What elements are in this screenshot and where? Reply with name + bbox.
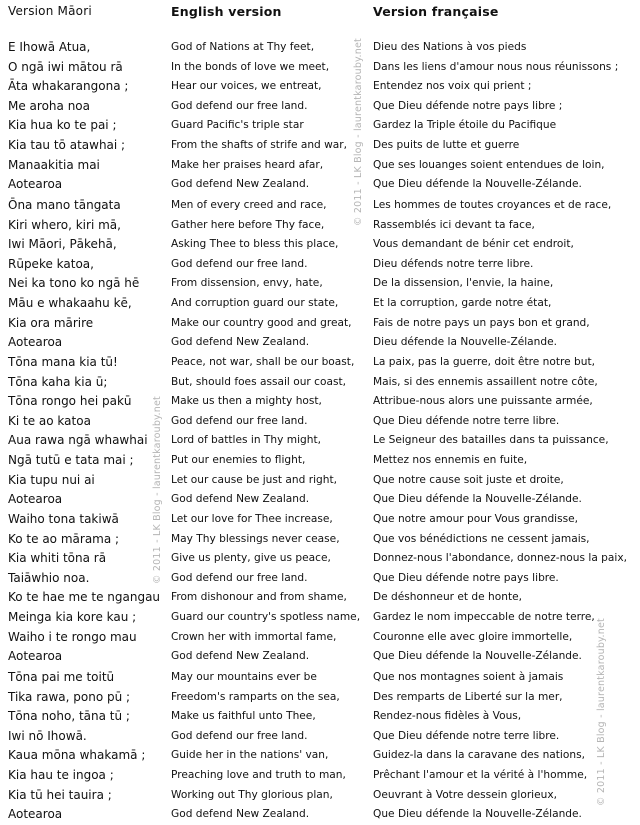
english-verse-line: God defend our free land. <box>171 571 308 584</box>
english-verse-line: Make our country good and great, <box>171 316 352 329</box>
maori-verse-line: Tōna kaha kia ū; <box>8 374 108 389</box>
french-verse-line: Des puits de lutte et guerre <box>373 138 520 151</box>
french-verse-line: Dieu des Nations à vos pieds <box>373 41 527 53</box>
maori-verse-line: Kia hau te ingoa ; <box>8 767 114 782</box>
english-verse-line: Asking Thee to bless this place, <box>171 238 339 251</box>
french-verse-line: Des remparts de Liberté sur la mer, <box>373 690 563 703</box>
french-verse-line: Couronne elle avec gloire immortelle, <box>373 630 573 643</box>
french-stanza-4 <box>373 510 627 667</box>
english-verse-line: Put our enemies to flight, <box>171 453 306 466</box>
french-verse-line: Que notre cause soit juste et droite, <box>373 473 564 486</box>
english-verse-line: Men of every creed and race, <box>171 199 327 211</box>
maori-verse-line: E Ihowā Atua, <box>8 40 91 54</box>
english-verse-line: Hear our voices, we entreat, <box>171 80 322 93</box>
maori-verse-line: Kia tū hei tauira ; <box>8 787 112 802</box>
french-verse-line: Rendez-nous fidèles à Vous, <box>373 710 522 723</box>
maori-verse-line: Aotearoa <box>8 335 63 350</box>
maori-verse-line: Aua rawa ngā whawhai <box>8 433 148 448</box>
maori-verse-line: Rūpeke katoa, <box>8 256 94 271</box>
french-verse-line: Et la corruption, garde notre état, <box>373 296 552 309</box>
english-verse-line: May Thy blessings never cease, <box>171 532 340 545</box>
maori-verse-line: Waiho i te rongo mau <box>8 629 137 644</box>
english-verse-line: God defend New Zealand. <box>171 336 310 349</box>
english-verse-line: Let our cause be just and right, <box>171 473 337 486</box>
english-verse-line: Lord of battles in Thy might, <box>171 434 321 447</box>
english-stanza-3 <box>171 353 354 510</box>
french-verse-line: Que Dieu défende la Nouvelle-Zélande. <box>373 178 582 191</box>
maori-verse-line: Tōna pai me toitū <box>8 670 115 684</box>
french-verse-line: Que notre amour pour Vous grandisse, <box>373 513 579 525</box>
maori-verse-line: Meinga kia kore kau ; <box>8 609 137 624</box>
maori-verse-line: Iwi Māori, Pākehā, <box>8 237 117 252</box>
maori-stanza-4 <box>8 510 160 667</box>
english-verse-line: Make us then a mighty host, <box>171 395 322 408</box>
french-stanza-5 <box>373 668 587 825</box>
english-stanza-4 <box>171 510 360 667</box>
maori-verse-line: Kia tupu nui ai <box>8 472 95 487</box>
french-verse-line: Que Dieu défende la Nouvelle-Zélande. <box>373 493 582 506</box>
english-stanza-5 <box>171 668 346 825</box>
french-verse-line: Que nos montagnes soient à jamais <box>373 671 564 683</box>
maori-verse-line: Aotearoa <box>8 807 63 822</box>
english-verse-line: And corruption guard our state, <box>171 296 339 309</box>
english-verse-line: God defend New Zealand. <box>171 493 310 506</box>
maori-verse-line: Tika rawa, pono pū ; <box>8 689 131 704</box>
english-verse-line: God defend New Zealand. <box>171 808 310 821</box>
french-verse-line: Entendez nos voix qui prient ; <box>373 80 532 93</box>
maori-verse-line: O ngā iwi mātou rā <box>8 59 123 74</box>
french-verse-line: Que Dieu défende la Nouvelle-Zélande. <box>373 808 582 821</box>
english-verse-line: From the shafts of strife and war, <box>171 138 348 151</box>
english-verse-line: God defend New Zealand. <box>171 650 310 663</box>
english-verse-line: God defend our free land. <box>171 414 308 427</box>
french-verse-line: Les hommes de toutes croyances et de race, <box>373 199 612 211</box>
english-verse-line: From dissension, envy, hate, <box>171 277 323 290</box>
english-verse-line: Make her praises heard afar, <box>171 158 324 171</box>
french-verse-line: Oeuvrant à Votre dessein glorieux, <box>373 788 557 801</box>
maori-verse-line: Tōna mana kia tū! <box>8 355 118 369</box>
french-verse-line: Dieu défende la Nouvelle-Zélande. <box>373 336 557 349</box>
maori-verse-line: Ōna mano tāngata <box>8 198 121 212</box>
french-verse-line: Que vos bénédictions ne cessent jamais, <box>373 532 590 545</box>
french-stanza-1 <box>373 38 618 195</box>
french-verse-line: Fais de notre pays un pays bon et grand, <box>373 316 590 329</box>
maori-verse-line: Kiri whero, kiri mā, <box>8 217 121 232</box>
maori-verse-line: Aotearoa <box>8 649 63 664</box>
french-verse-line: Que Dieu défende notre pays libre ; <box>373 99 563 112</box>
maori-verse-line: Kia ora mārire <box>8 315 94 330</box>
english-verse-line: In the bonds of love we meet, <box>171 60 330 73</box>
english-verse-line: Make us faithful unto Thee, <box>171 710 316 723</box>
french-verse-line: Dans les liens d'amour nous nous réunissons ; <box>373 60 619 73</box>
french-verse-line: Gardez le nom impeccable de notre terre, <box>373 610 595 623</box>
french-verse-line: Le Seigneur des batailles dans ta puissance, <box>373 434 609 447</box>
maori-verse-line: Kia hua ko te pai ; <box>8 118 117 133</box>
maori-verse-line: Tōna noho, tāna tū ; <box>8 709 130 724</box>
french-verse-line: Que ses louanges soient entendues de loin, <box>373 158 605 171</box>
french-verse-line: Que Dieu défende notre terre libre. <box>373 729 560 742</box>
french-verse-line: De déshonneur et de honte, <box>373 591 522 604</box>
english-verse-line: God defend our free land. <box>171 729 308 742</box>
maori-verse-line: Manaakitia mai <box>8 157 100 172</box>
french-verse-line: Rassemblés ici devant ta face, <box>373 218 535 231</box>
maori-header: Version Māori <box>8 4 92 18</box>
english-verse-line: Give us plenty, give us peace, <box>171 552 331 565</box>
french-verse-line: Attribue-nous alors une puissante armée, <box>373 395 593 408</box>
french-verse-line: De la dissension, l'envie, la haine, <box>373 277 554 290</box>
french-stanza-2 <box>373 196 611 353</box>
maori-verse-line: Taiāwhio noa. <box>8 570 90 585</box>
maori-verse-line: Āta whakarangona ; <box>8 79 129 94</box>
english-verse-line: But, should foes assail our coast, <box>171 375 346 388</box>
english-verse-line: Guard Pacific's triple star <box>171 119 304 132</box>
english-header: English version <box>171 4 282 19</box>
english-verse-line: May our mountains ever be <box>171 671 317 683</box>
english-verse-line: Crown her with immortal fame, <box>171 630 337 643</box>
copyright-watermark: © 2011 - LK Blog - laurentkarouby.net <box>353 38 364 226</box>
maori-verse-line: Kia whiti tōna rā <box>8 551 107 566</box>
english-verse-line: From dishonour and from shame, <box>171 591 347 604</box>
maori-verse-line: Tōna rongo hei pakū <box>8 394 132 409</box>
english-verse-line: God defend our free land. <box>171 257 308 270</box>
french-stanza-3 <box>373 353 609 510</box>
french-header: Version française <box>373 4 499 19</box>
english-verse-line: Peace, not war, shall be our boast, <box>171 356 355 368</box>
french-verse-line: Donnez-nous l'abondance, donnez-nous la paix, <box>373 552 627 565</box>
maori-verse-line: Kaua mōna whakamā ; <box>8 748 146 763</box>
maori-verse-line: Iwi nō Ihowā. <box>8 728 87 743</box>
maori-verse-line: Ki te ao katoa <box>8 413 91 428</box>
maori-stanza-5 <box>8 668 145 825</box>
maori-verse-line: Ko te hae me te ngangau <box>8 590 161 605</box>
copyright-watermark: © 2011 - LK Blog - laurentkarouby.net <box>596 618 607 806</box>
english-verse-line: Preaching love and truth to man, <box>171 768 346 781</box>
english-verse-line: God of Nations at Thy feet, <box>171 41 315 53</box>
english-verse-line: God defend our free land. <box>171 99 308 112</box>
english-verse-line: Gather here before Thy face, <box>171 218 325 231</box>
maori-stanza-2 <box>8 196 139 353</box>
french-verse-line: Mais, si des ennemis assaillent notre côte, <box>373 375 598 388</box>
english-verse-line: Working out Thy glorious plan, <box>171 788 333 801</box>
maori-stanza-3 <box>8 353 148 510</box>
french-verse-line: Que Dieu défende notre terre libre. <box>373 414 560 427</box>
maori-verse-line: Me aroha noa <box>8 98 90 113</box>
maori-stanza-1 <box>8 38 128 195</box>
french-verse-line: Mettez nos ennemis en fuite, <box>373 453 528 466</box>
english-stanza-1 <box>171 38 347 195</box>
french-verse-line: Que Dieu défende la Nouvelle-Zélande. <box>373 650 582 663</box>
french-verse-line: Vous demandant de bénir cet endroit, <box>373 238 574 251</box>
maori-verse-line: Māu e whakaahu kē, <box>8 295 132 310</box>
french-verse-line: Dieu défends notre terre libre. <box>373 257 534 270</box>
english-stanza-2 <box>171 196 352 353</box>
maori-verse-line: Ngā tutū e tata mai ; <box>8 452 134 467</box>
maori-verse-line: Aotearoa <box>8 492 63 507</box>
maori-verse-line: Nei ka tono ko ngā hē <box>8 276 140 291</box>
english-verse-line: God defend New Zealand. <box>171 178 310 191</box>
maori-verse-line: Waiho tona takiwā <box>8 512 119 526</box>
english-verse-line: Freedom's ramparts on the sea, <box>171 690 340 703</box>
french-verse-line: Gardez la Triple étoile du Pacifique <box>373 119 557 132</box>
copyright-watermark: © 2011 - LK Blog - laurentkarouby.net <box>152 396 163 584</box>
english-verse-line: Guard our country's spotless name, <box>171 610 361 623</box>
french-verse-line: Guidez-la dans la caravane des nations, <box>373 749 585 762</box>
english-verse-line: Let our love for Thee increase, <box>171 513 333 525</box>
maori-verse-line: Aotearoa <box>8 177 63 192</box>
french-verse-line: La paix, pas la guerre, doit être notre but, <box>373 356 595 368</box>
french-verse-line: Que Dieu défende notre pays libre. <box>373 571 559 584</box>
maori-verse-line: Kia tau tō atawhai ; <box>8 137 126 152</box>
english-verse-line: Guide her in the nations' van, <box>171 749 329 762</box>
maori-verse-line: Ko te ao mārama ; <box>8 531 120 546</box>
french-verse-line: Prêchant l'amour et la vérité à l'homme, <box>373 768 588 781</box>
